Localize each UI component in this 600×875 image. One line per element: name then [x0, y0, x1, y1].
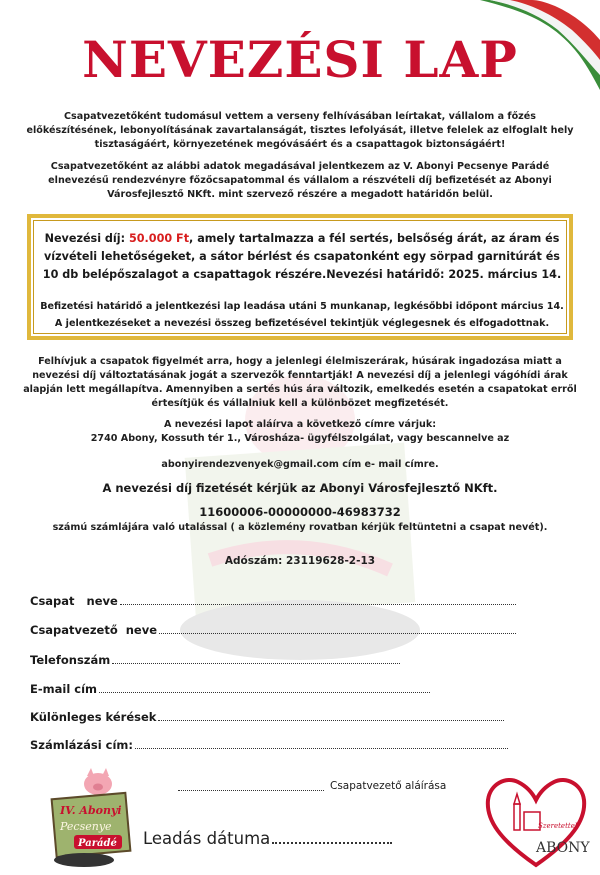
fee-description: , amely tartalmazza a fél sertés, belsőség árát, az áram és vízvételi lehetőségeket, a sátor bérlést és csapatonként egy sörpad garnitúrát és 10 db belépőszalagot a csapattagok részére.Nevezési határidő: 2025. március 14. — [42, 232, 562, 281]
abony-city-logo — [480, 770, 592, 870]
address-paragraph — [20, 418, 580, 446]
email-input-line[interactable] — [99, 692, 430, 693]
team-leader-name-field[interactable] — [30, 621, 516, 637]
email-line: abonyirendezvenyek@gmail.com cím e- mail címre. — [161, 459, 439, 470]
address-intro: A nevezési lapot aláírva a következő címre várjuk: — [163, 419, 437, 430]
email-field[interactable] — [30, 680, 430, 696]
fee-main-text — [39, 230, 565, 284]
team-leader-input-line[interactable] — [159, 633, 516, 634]
team-name-label: Csapat neve — [30, 594, 118, 608]
fee-amount: 50.000 Ft — [128, 232, 190, 245]
logo-right-name: ABONY — [536, 840, 590, 856]
event-logo — [50, 768, 135, 868]
payment-note: számú számlájára való utalással ( a közlemény rovatban kérjük feltüntetni a csapat nevét). — [52, 522, 548, 533]
fee-info-box — [27, 214, 573, 340]
intro-paragraph-1: Csapatvezetőként tudomásul vettem a verseny felhívásában leírtakat, vállalom a főzés előkészítésének, lebonyolításának zavartalanságát, tisztes lefolyását, illetve felelek az elfoglalt hely tisztaságáért, környezetének megóvásáért és a csapattagok biztonságáért! — [26, 111, 574, 150]
bank-account-number: 11600006-00000000-46983732 — [199, 505, 401, 519]
price-notice-paragraph: Felhívjuk a csapatok figyelmét arra, hogy a jelenlegi élelmiszerárak, húsárak ingadozása miatt a nevezési díj változtatásának jogát a szervezők fenntartják! A nevezési díj a jelenlegi vágóhídi árak alapján lett megállapítva. Amennyiben a sertés hús ára változik, emelkedés esetén a csapatokat erről értesítjük és vállalniuk kell a különbözet megfizetését. — [23, 356, 577, 409]
phone-label: Telefonszám — [30, 653, 111, 667]
special-requests-field[interactable] — [30, 708, 504, 724]
tax-number: Adószám: 23119628-2-13 — [224, 555, 376, 567]
payment-deadline-note: Befizetési határidő a jelentkezési lap leadása utáni 5 munkanap, legkésőbbi időpont március 14. — [40, 301, 564, 312]
logo-left-line3: Parádé — [78, 838, 117, 849]
billing-address-input-line[interactable] — [135, 748, 508, 749]
special-requests-input-line[interactable] — [158, 720, 504, 721]
team-name-input-line[interactable] — [120, 604, 516, 605]
acceptance-note: A jelentkezéseket a nevezési összeg befizetésével tekintjük véglegesnek és elfogadottnak. — [54, 318, 550, 329]
church-icon — [514, 804, 520, 830]
pan-icon — [54, 853, 114, 867]
submission-date-label: Leadás dátuma — [143, 829, 271, 848]
fee-notes — [39, 298, 565, 332]
logo-right-small-text: Szeretettel — [538, 822, 578, 830]
address-location: 2740 Abony, Kossuth tér 1., Városháza- ügyfélszolgálat, vagy bescannelve az — [90, 433, 510, 444]
submission-date-field[interactable] — [143, 829, 392, 848]
signature-line[interactable] — [178, 790, 324, 791]
billing-address-label: Számlázási cím: — [30, 738, 134, 752]
signature-label: Csapatvezető aláírása — [330, 780, 447, 792]
email-label: E-mail cím — [30, 682, 98, 696]
logo-left-line2: Pecsenye — [60, 820, 112, 833]
phone-input-line[interactable] — [112, 663, 400, 664]
fee-label: Nevezési díj: — [44, 232, 129, 245]
page-title: NEVEZÉSI LAP — [82, 30, 518, 89]
phone-field[interactable] — [30, 651, 400, 667]
payment-heading: A nevezési díj fizetését kérjük az Abonyi Városfejlesztő NKft. — [102, 481, 498, 495]
team-name-field[interactable] — [30, 592, 516, 608]
intro-paragraph-2: Csapatvezetőként az alábbi adatok megadásával jelentkezem az V. Abonyi Pecsenye Parádé elnevezésű rendezvényre főzőcsapatommal és vállalom a részvételi díj befizetését az Abonyi Városfejlesztő NKft. mint szervező részére a megadott határidőn belül. — [48, 161, 552, 200]
team-leader-label: Csapatvezető neve — [30, 623, 158, 637]
billing-address-field[interactable] — [30, 736, 508, 752]
special-requests-label: Különleges kérések — [30, 710, 157, 724]
submission-date-input-line[interactable] — [272, 842, 392, 844]
logo-left-line1: IV. Abonyi — [60, 804, 122, 817]
